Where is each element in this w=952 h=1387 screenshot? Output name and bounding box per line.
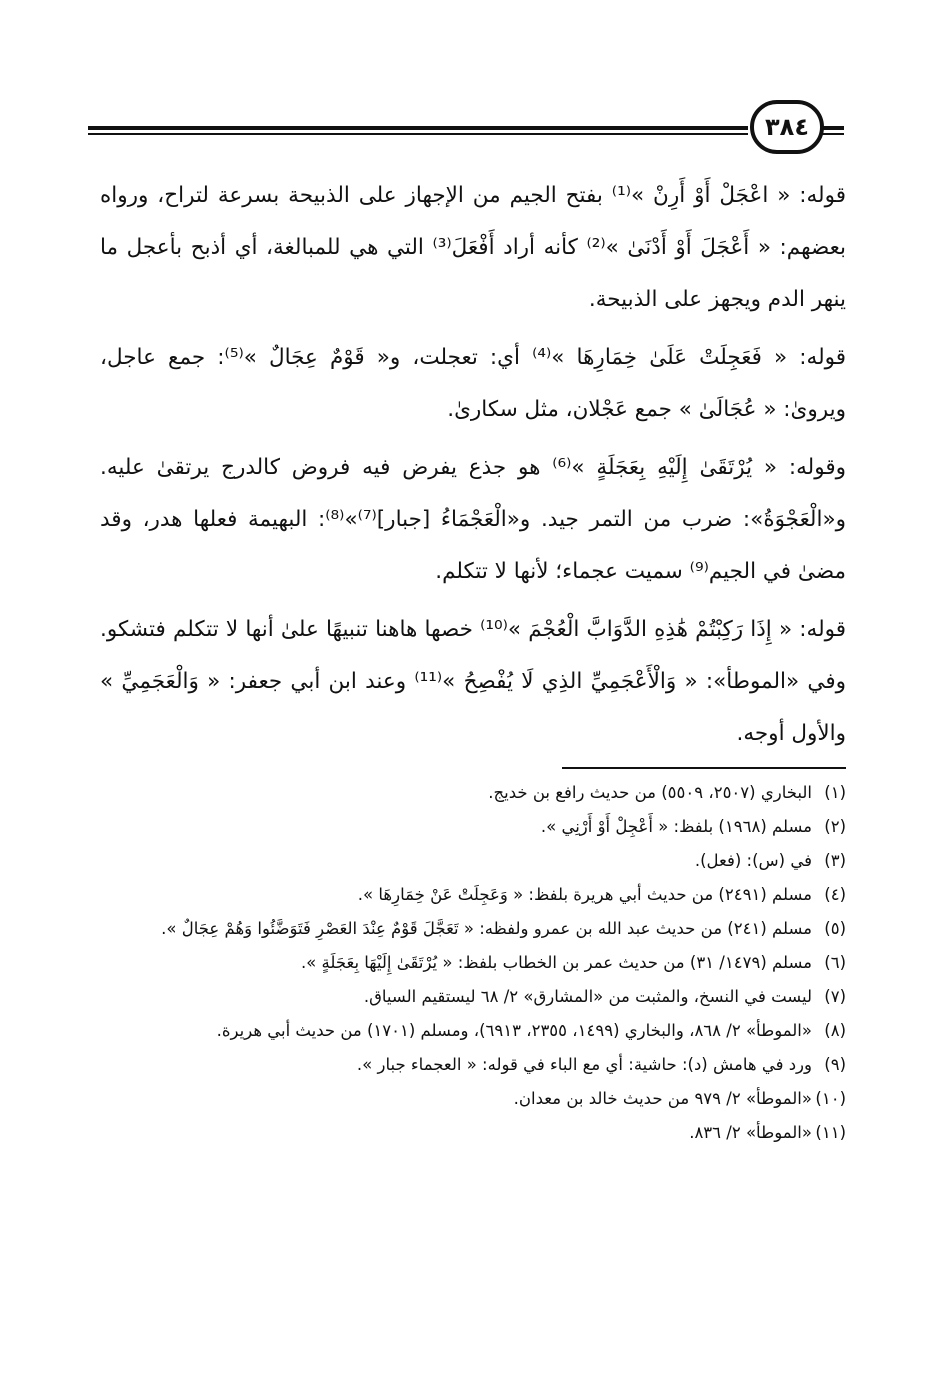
footnote-text: «الموطأ» ٢/ ٩٧٩ من حديث خالد بن معدان. bbox=[513, 1089, 812, 1108]
footnote-text: «الموطأ» ٢/ ٨٣٦. bbox=[689, 1123, 812, 1142]
footnote-text: مسلم (١٩٦٨) بلفظ: « أَعْجِلْ أَوْ أَرْنِي ». bbox=[540, 817, 812, 836]
header-rule-thin bbox=[88, 133, 748, 135]
footnote-text: ليست في النسخ، والمثبت من «المشارق» ٢/ ٦٨ ليستقيم السياق. bbox=[363, 987, 812, 1006]
footnote-8 bbox=[100, 1016, 846, 1047]
footnote-divider bbox=[562, 767, 846, 769]
main-text bbox=[100, 170, 846, 766]
paragraph-1: قوله: « اعْجَلْ أَوْ أَرِنْ »⁽¹⁾ بفتح الجيم من الإجهاز على الذبيحة بسرعة لتراح، ورواه بعضهم: « أَعْجَلَ أَوْ أَدْنَىٰ »⁽²⁾ كأنه أراد أَفْعَلَ⁽³⁾ التي هي للمبالغة، أي أذبح بأعجل ما ينهر الدم ويجهز على الذبيحة. bbox=[100, 183, 846, 312]
footnote-number: (١) bbox=[824, 783, 846, 802]
page-number: ٣٨٤ bbox=[750, 100, 824, 154]
paragraph-2: قوله: « فَعَجِلَتْ عَلَىٰ خِمَارِهَا »⁽⁴⁾ أي: تعجلت، و« قَوْمٌ عِجَالٌ »⁽⁵⁾: جمع عاجل، ويروىٰ: « عُجَالَىٰ » جمع عَجْلان، مثل سكارىٰ. bbox=[100, 345, 847, 422]
footnote-number: (٨) bbox=[824, 1021, 846, 1040]
footnote-number: (٥) bbox=[824, 919, 846, 938]
footnote-10 bbox=[100, 1084, 846, 1115]
footnote-7 bbox=[100, 982, 846, 1013]
footnote-number: (٣) bbox=[824, 851, 846, 870]
footnote-1 bbox=[100, 778, 846, 809]
footnote-number: (٦) bbox=[824, 953, 846, 972]
footnote-3 bbox=[100, 846, 846, 877]
footnotes bbox=[100, 778, 846, 1152]
footnote-number: (١٠) bbox=[815, 1089, 846, 1108]
footnote-number: (٧) bbox=[824, 987, 846, 1006]
footnote-text: مسلم (١٤٧٩/ ٣١) من حديث عمر بن الخطاب بلفظ: « يُرْتَقَىٰ إِلَيْهَا بِعَجَلَةٍ ». bbox=[300, 953, 812, 972]
footnote-number: (٩) bbox=[824, 1055, 846, 1074]
footnote-text: البخاري (٢٥٠٧، ٥٥٠٩) من حديث رافع بن خديج. bbox=[488, 783, 812, 802]
footnote-2 bbox=[100, 812, 846, 843]
header-rule-thin-right bbox=[820, 133, 844, 135]
footnote-number: (٤) bbox=[824, 885, 846, 904]
footnote-text: مسلم (٢٤٩١) من حديث أبي هريرة بلفظ: « وَعَجِلَتْ عَنْ خِمَارِهَا ». bbox=[357, 885, 812, 904]
footnote-text: «الموطأ» ٢/ ٨٦٨، والبخاري (١٤٩٩، ٢٣٥٥، ٦٩١٣)، ومسلم (١٧٠١) من حديث أبي هريرة. bbox=[216, 1021, 812, 1040]
footnote-number: (٢) bbox=[824, 817, 846, 836]
header-rule bbox=[88, 118, 844, 140]
footnote-text: في (س): (فعل). bbox=[694, 851, 812, 870]
footnote-9 bbox=[100, 1050, 846, 1081]
paragraph-3: وقوله: « يُرْتَقَىٰ إِلَيْهِ بِعَجَلَةٍ »⁽⁶⁾ هو جذع يفرض فيه فروض كالدرج يرتقىٰ عليه. و«الْعَجْوَةُ»: ضرب من التمر جيد. و«الْعَجْمَاءُ [جبار]⁽⁷⁾»⁽⁸⁾: البهيمة فعلها هدر، وقد مضىٰ في الجيم⁽⁹⁾ سميت عجماء؛ لأنها لا تتكلم. bbox=[100, 455, 846, 584]
footnote-text: مسلم (٢٤١) من حديث عبد الله بن عمرو ولفظه: « تَعَجَّلَ قَوْمٌ عِنْدَ العَصْرِ فَتَوَضَّئُوا وَهُمْ عِجَالٌ ». bbox=[161, 919, 812, 938]
footnote-number: (١١) bbox=[815, 1123, 846, 1142]
footnote-6 bbox=[100, 948, 846, 979]
paragraph-4: قوله: « إِذَا رَكِبْتُمْ هَٰذِهِ الدَّوَابَّ الْعُجْمَ »⁽¹⁰⁾ خصها هاهنا تنبيهًا علىٰ أنها لا تتكلم فتشكو. وفي «الموطأ»: « وَالْأَعْجَمِيِّ الذِي لَا يُفْصِحُ »⁽¹¹⁾ وعند ابن أبي جعفر: « وَالْعَجَمِيِّ » والأول أوجه. bbox=[100, 617, 847, 746]
header-rule-thick bbox=[88, 126, 748, 130]
footnote-4 bbox=[100, 880, 846, 911]
footnote-text: ورد في هامش (د): حاشية: أي مع الباء في قوله: « العجماء جبار ». bbox=[356, 1055, 812, 1074]
footnote-5 bbox=[100, 914, 846, 945]
footnote-11 bbox=[100, 1118, 846, 1149]
